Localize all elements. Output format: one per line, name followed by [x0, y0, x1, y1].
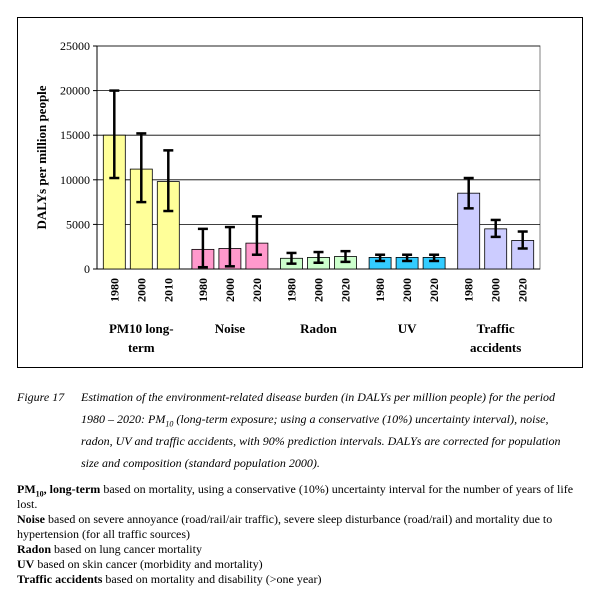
y-tick-label: 10000 — [60, 172, 90, 187]
caption-line-2-pre: 1980 – 2020: PM — [81, 412, 166, 426]
disease-burden-chart — [18, 18, 584, 369]
note-radon-text: based on lung cancer mortality — [51, 542, 202, 556]
note-pm10-term: $PM_{10}$, long-term — [17, 482, 101, 499]
x-tick-label: 2020 — [249, 278, 264, 302]
notes-section — [17, 482, 592, 587]
group-label: PM10 long- — [108, 321, 174, 336]
note-traffic — [17, 572, 592, 587]
y-tick-label: 15000 — [60, 128, 90, 143]
note-traffic-text: based on mortality and disability (>one year) — [102, 572, 322, 586]
caption-line-3: radon, UV and traffic accidents, with 90% prediction intervals. DALYs are corrected for population — [81, 434, 561, 448]
caption-figure-number: Figure 17 — [17, 390, 65, 404]
group-label-line-2: accidents — [470, 340, 522, 355]
note-radon — [17, 542, 592, 557]
caption-line-1: Estimation of the environment-related disease burden (in DALYs per million people) for the period — [81, 390, 556, 404]
group-label-line-2: term — [127, 340, 155, 355]
x-tick-label: 1980 — [461, 278, 476, 302]
y-tick-label: 25000 — [60, 39, 90, 53]
y-tick-label: 0 — [84, 262, 90, 276]
x-tick-label: 2020 — [515, 278, 530, 302]
y-tick-label: 20000 — [60, 83, 90, 98]
x-tick-label: 2000 — [311, 278, 326, 302]
group-label: Radon — [300, 321, 337, 336]
chart-frame — [17, 17, 583, 368]
x-tick-label: 1980 — [107, 278, 122, 302]
x-tick-label: 1980 — [284, 278, 299, 302]
group-label: Traffic — [476, 321, 515, 336]
x-tick-label: 2000 — [400, 278, 415, 302]
note-radon-term: Radon — [17, 542, 52, 556]
x-tick-label: 2010 — [161, 278, 176, 302]
y-axis-label: DALYs per million people — [34, 85, 49, 230]
caption-line-4: size and composition (standard population 2000). — [81, 456, 320, 470]
x-tick-label: 1980 — [195, 278, 210, 302]
note-traffic-term: Traffic accidents — [17, 572, 103, 586]
x-tick-label: 2000 — [222, 278, 237, 302]
x-tick-label: 1980 — [373, 278, 388, 302]
note-uv-text: based on skin cancer (morbidity and mortality) — [34, 557, 263, 571]
group-label: UV — [397, 321, 417, 336]
note-uv — [17, 557, 592, 572]
note-noise-term: Noise — [17, 512, 45, 526]
x-tick-label: 2020 — [427, 278, 442, 302]
note-pm10-text: based on mortality, using a conservative (10%) uncertainty interval for the number of years of life lost. — [17, 482, 574, 511]
group-label: Noise — [214, 321, 246, 336]
caption-line-2-post: (long-term exposure; using a conservative (10%) uncertainty interval), noise, — [173, 412, 549, 426]
note-noise — [17, 512, 592, 542]
note-uv-term: UV — [17, 557, 35, 571]
x-tick-label: 2000 — [488, 278, 503, 302]
figure-caption — [17, 386, 587, 474]
note-noise-text: based on severe annoyance (road/rail/air traffic), severe sleep disturbance (road/rail) and mortality due to hypertension (for all traffic sources) — [17, 512, 553, 541]
x-tick-label: 2020 — [338, 278, 353, 302]
x-tick-label: 2000 — [134, 278, 149, 302]
caption-line-2-sub: 10 — [165, 419, 174, 429]
note-pm10 — [17, 482, 592, 512]
y-tick-label: 5000 — [66, 217, 90, 232]
